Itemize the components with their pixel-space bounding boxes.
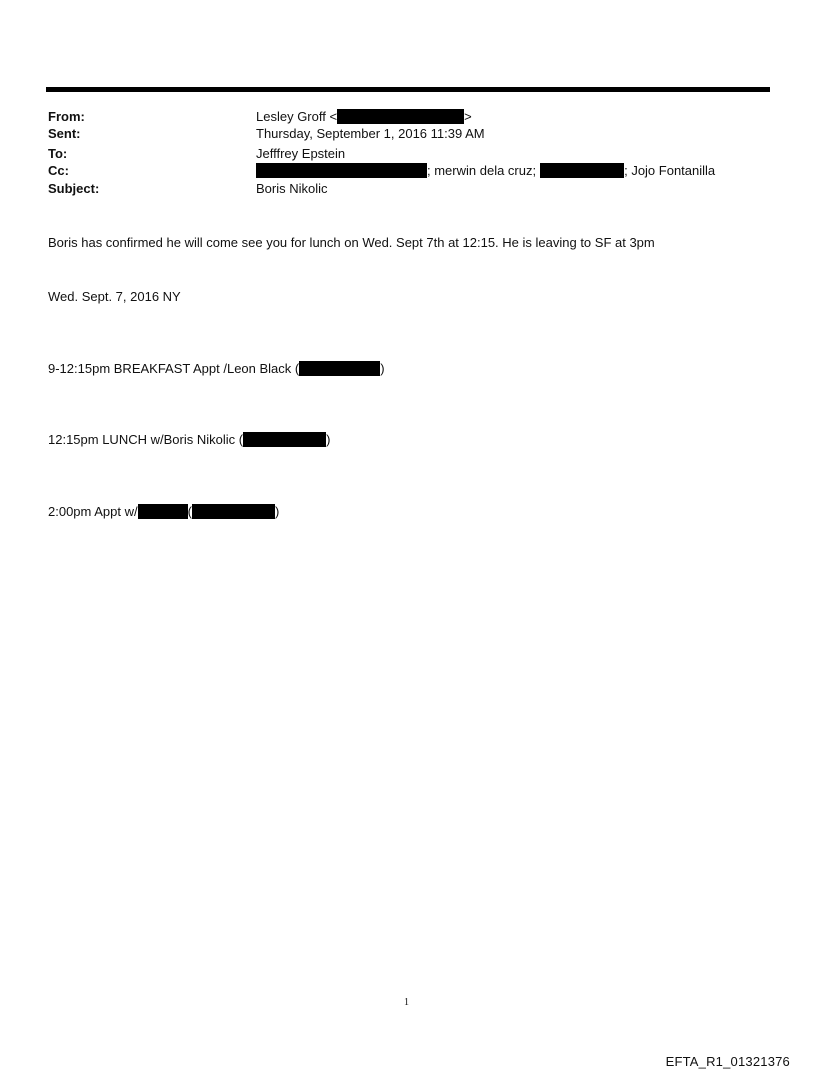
close-paren: ): [380, 361, 385, 376]
redaction-block: [337, 109, 464, 124]
from-value: [256, 109, 472, 125]
document-id: EFTA_R1_01321376: [665, 1054, 790, 1069]
body-line-confirmation: Boris has confirmed he will come see you for lunch on Wed. Sept 7th at 12:15. He is leaving to SF at 3pm: [48, 235, 655, 250]
cc-value: [256, 163, 715, 179]
redaction-block: [138, 504, 188, 519]
from-close: >: [464, 109, 472, 124]
redaction-block: [256, 163, 427, 178]
appointment-text: 12:15pm LUNCH w/Boris Nikolic (: [48, 432, 244, 447]
appointment-lunch: [48, 432, 330, 448]
redaction-block: [540, 163, 624, 178]
to-label: To:: [48, 146, 68, 161]
header-divider: [46, 87, 770, 92]
cc-part2: ; Jojo Fontanilla: [624, 163, 716, 178]
from-name: Lesley Groff <: [256, 109, 338, 124]
cc-label: Cc:: [48, 163, 69, 178]
appointment-breakfast: [48, 361, 385, 377]
appointment-text: 9-12:15pm BREAKFAST Appt /Leon Black (: [48, 361, 300, 376]
sent-label: Sent:: [48, 126, 81, 141]
subject-value: Boris Nikolic: [256, 181, 328, 196]
appointment-afternoon: [48, 504, 279, 520]
redaction-block: [192, 504, 275, 519]
close-paren: ): [326, 432, 331, 447]
redaction-block: [243, 432, 326, 447]
sent-value: Thursday, September 1, 2016 11:39 AM: [256, 126, 485, 141]
redaction-block: [299, 361, 380, 376]
cc-part1: ; merwin dela cruz;: [427, 163, 537, 178]
open-paren: (: [187, 504, 192, 519]
page-number: 1: [404, 997, 409, 1008]
appointment-text: 2:00pm Appt w/: [48, 504, 138, 519]
subject-label: Subject:: [48, 181, 100, 196]
close-paren: ): [274, 504, 280, 519]
body-line-date: Wed. Sept. 7, 2016 NY: [48, 289, 181, 304]
from-label: From:: [48, 109, 85, 124]
to-value: Jefffrey Epstein: [256, 146, 346, 161]
